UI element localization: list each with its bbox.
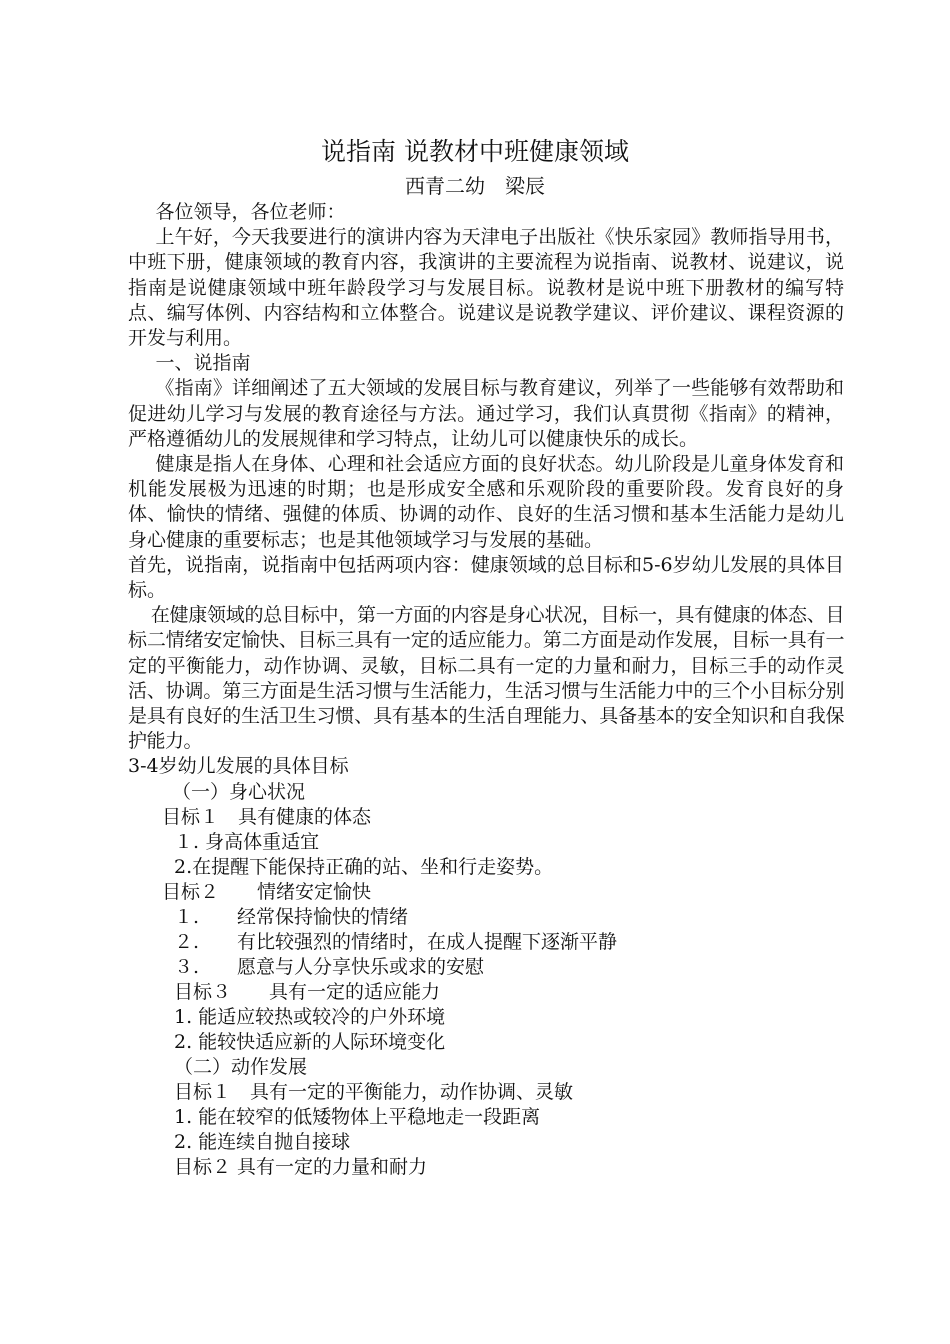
goals-outline [128, 780, 844, 1180]
document-body [128, 200, 844, 1180]
outline-item: 2. 能连续自抛自接球 [174, 1130, 351, 1153]
outline-item: 目标３ 具有一定的适应能力 [174, 980, 441, 1003]
author-line: 西青二幼 梁辰 [405, 174, 545, 198]
guide-paragraph: 《指南》详细阐述了五大领域的发展目标与教育建议，列举了一些能够有效帮助和促进幼儿学习与发展的教育途径与方法。通过学习，我们认真贯彻《指南》的精神，严格遵循幼儿的发展规律和学习特点，让幼儿可以健康快乐的成长。 [128, 377, 844, 450]
outline-item: １. 经常保持愉快的情绪 [174, 905, 409, 928]
outline-item: 2.在提醒下能保持正确的站、坐和行走姿势。 [174, 855, 554, 878]
outline-item: ３. 愿意与人分享快乐或求的安慰 [174, 955, 485, 978]
outline-item: 1. 能在较窄的低矮物体上平稳地走一段距离 [174, 1105, 541, 1128]
outline-item: （一）身心状况 [172, 780, 306, 803]
document-title: 说指南 说教材中班健康领域 [321, 137, 629, 166]
first-paragraph: 首先，说指南，说指南中包括两项内容：健康领域的总目标和5-6岁幼儿发展的具体目标。 [128, 553, 844, 602]
outline-item: （二）动作发展 [174, 1055, 308, 1078]
outline-item: 目标１ 具有一定的平衡能力，动作协调、灵敏 [174, 1080, 574, 1103]
section-heading-guide: 一、说指南 [155, 352, 251, 375]
overall-goal-paragraph: 在健康领域的总目标中，第一方面的内容是身心状况，目标一，具有健康的体态、目标二情绪安定愉快、目标三具有一定的适应能力。第二方面是动作发展，目标一具有一定的平衡能力，动作协调、灵敏，目标二具有一定的力量和耐力，目标三手的动作灵活、协调。第三方面是生活习惯与生活能力，生活习惯与生活能力中的三个小目标分别是具有良好的生活卫生习惯、具有基本的生活自理能力、具备基本的安全知识和自我保护能力。 [128, 604, 844, 753]
age-goals-heading: 3-4岁幼儿发展的具体目标 [128, 755, 349, 778]
greeting: 各位领导，各位老师： [155, 201, 346, 223]
outline-item: ２. 有比较强烈的情绪时，在成人提醒下逐渐平静 [174, 930, 618, 953]
intro-paragraph: 上午好，今天我要进行的演讲内容为天津电子出版社《快乐家园》教师指导用书，中班下册，健康领域的教育内容，我演讲的主要流程为说指南、说教材、说建议，说指南是说健康领域中班年龄段学习与发展目标。说教材是说中班下册教材的编写特点、编写体例、内容结构和立体整合。说建议是说教学建议、评价建议、课程资源的开发与利用。 [128, 226, 844, 350]
outline-item: 目标２ 具有一定的力量和耐力 [174, 1155, 428, 1178]
outline-item: 1. 能适应较热或较冷的户外环境 [174, 1005, 446, 1028]
outline-item: 2. 能较快适应新的人际环境变化 [174, 1030, 446, 1053]
outline-item: １. 身高体重适宜 [174, 830, 320, 853]
health-paragraph: 健康是指人在身体、心理和社会适应方面的良好状态。幼儿阶段是儿童身体发育和机能发展极为迅速的时期；也是形成安全感和乐观阶段的重要阶段。发育良好的身体、愉快的情绪、强健的体质、协调的动作、良好的生活习惯和基本生活能力是幼儿身心健康的重要标志；也是其他领域学习与发展的基础。 [128, 453, 844, 551]
outline-item: 目标１ 具有健康的体态 [162, 805, 372, 828]
outline-item: 目标２ 情绪安定愉快 [162, 880, 372, 903]
